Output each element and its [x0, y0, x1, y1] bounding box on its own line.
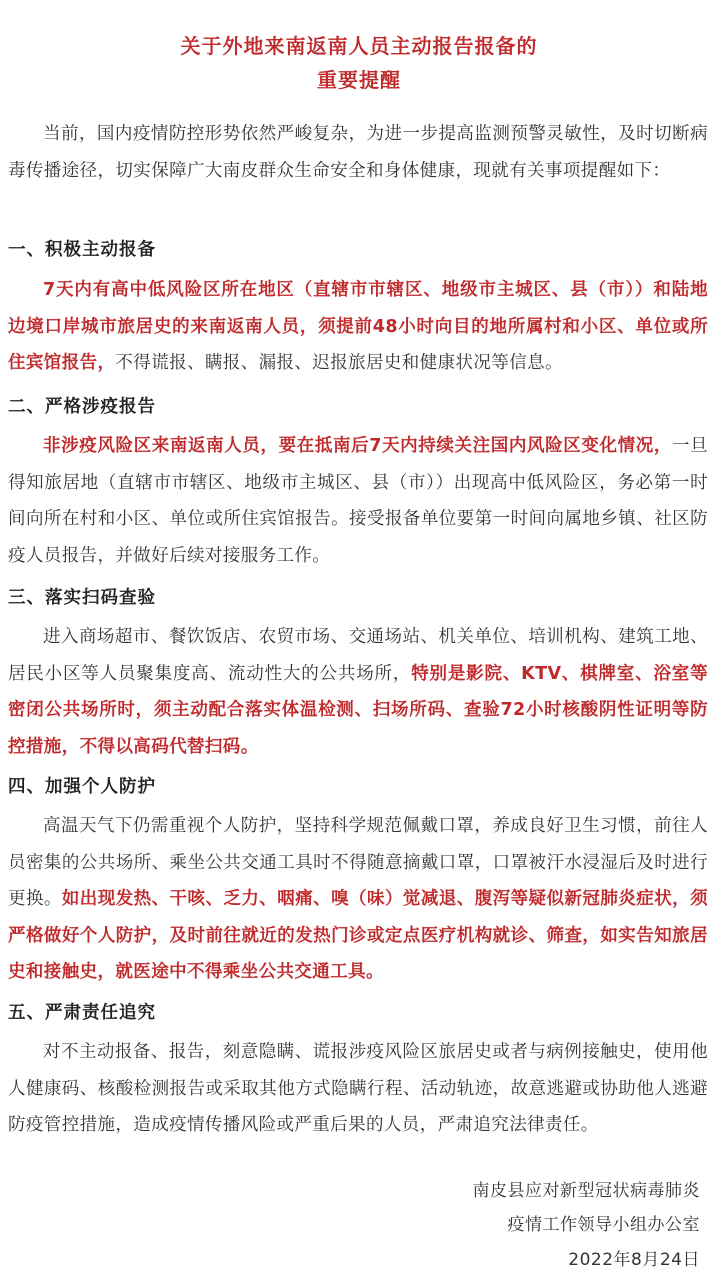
- section-3-text: 进入商场超市、餐饮饭店、农贸市场、交通场站、机关单位、培训机构、建筑工地、居民小区等人员聚集度高、流动性大的公共场所，: [8, 627, 708, 684]
- section-3-heading: 三、落实扫码查验: [8, 588, 156, 608]
- section-3-paragraph: [8, 619, 708, 765]
- section-4-text: 高温天气下仍需重视个人防护，坚持科学规范佩戴口罩，养成良好卫生习惯，前往人员密集的公共场所、乘坐公共交通工具时不得随意摘戴口罩，口罩被汗水浸湿后及时进行更换。: [8, 816, 708, 909]
- section-1-text: 不得谎报、瞒报、漏报、迟报旅居史和健康状况等信息。: [115, 353, 563, 373]
- section-5-paragraph: [8, 1034, 708, 1144]
- document-title: 关于外地来南返南人员主动报告报备的: [180, 34, 538, 58]
- signature-org-line2: 疫情工作领导小组办公室: [507, 1215, 700, 1235]
- section-1-paragraph: [8, 272, 708, 382]
- signature-org-line1: 南皮县应对新型冠状病毒肺炎: [472, 1181, 700, 1201]
- section-4-emphasis: 如出现发热、干咳、乏力、咽痛、嗅（味）觉减退、腹泻等疑似新冠肺炎症状，须严格做好个人防护，及时前往就近的发热门诊或定点医疗机构就诊、筛查，如实告知旅居史和接触史，就医途中不得乘坐公共交通工具。: [8, 889, 708, 982]
- signature-date: 2022年8月24日: [568, 1250, 700, 1270]
- section-4-heading: 四、加强个人防护: [8, 777, 156, 797]
- section-2-heading: 二、严格涉疫报告: [8, 397, 156, 417]
- section-2-paragraph: [8, 428, 708, 574]
- document-subtitle: 重要提醒: [317, 68, 401, 92]
- section-5-heading: 五、严肃责任追究: [8, 1003, 156, 1023]
- section-5-text: 对不主动报备、报告，刻意隐瞒、谎报涉疫风险区旅居史或者与病例接触史，使用他人健康码、核酸检测报告或采取其他方式隐瞒行程、活动轨迹，故意逃避或协助他人逃避防疫管控措施，造成疫情传播风险或严重后果的人员，严肃追究法律责任。: [8, 1042, 708, 1135]
- section-1-heading: 一、积极主动报备: [8, 240, 156, 260]
- section-3-emphasis: 特别是影院、KTV、棋牌室、浴室等密闭公共场所时，须主动配合落实体温检测、扫场所码、查验72小时核酸阴性证明等防控措施，不得以高码代替扫码。: [8, 663, 708, 757]
- section-2-text: 一旦得知旅居地（直辖市市辖区、地级市主城区、县（市））出现高中低风险区，务必第一时间向所在村和小区、单位或所住宾馆报告。接受报备单位要第一时间向属地乡镇、社区防疫人员报告，并做好后续对接服务工作。: [8, 436, 708, 566]
- section-1-emphasis: 7天内有高中低风险区所在地区（直辖市市辖区、地级市主城区、县（市））和陆地边境口岸城市旅居史的来南返南人员，须提前48小时向目的地所属村和小区、单位或所住宾馆报告，: [8, 280, 708, 373]
- section-4-paragraph: [8, 808, 708, 991]
- section-2-emphasis: 非涉疫风险区来南返南人员，要在抵南后7天内持续关注国内风险区变化情况，: [43, 436, 672, 456]
- intro-paragraph: 当前，国内疫情防控形势依然严峻复杂，为进一步提高监测预警灵敏性，及时切断病毒传播途径，切实保障广大南皮群众生命安全和身体健康，现就有关事项提醒如下：: [8, 124, 708, 181]
